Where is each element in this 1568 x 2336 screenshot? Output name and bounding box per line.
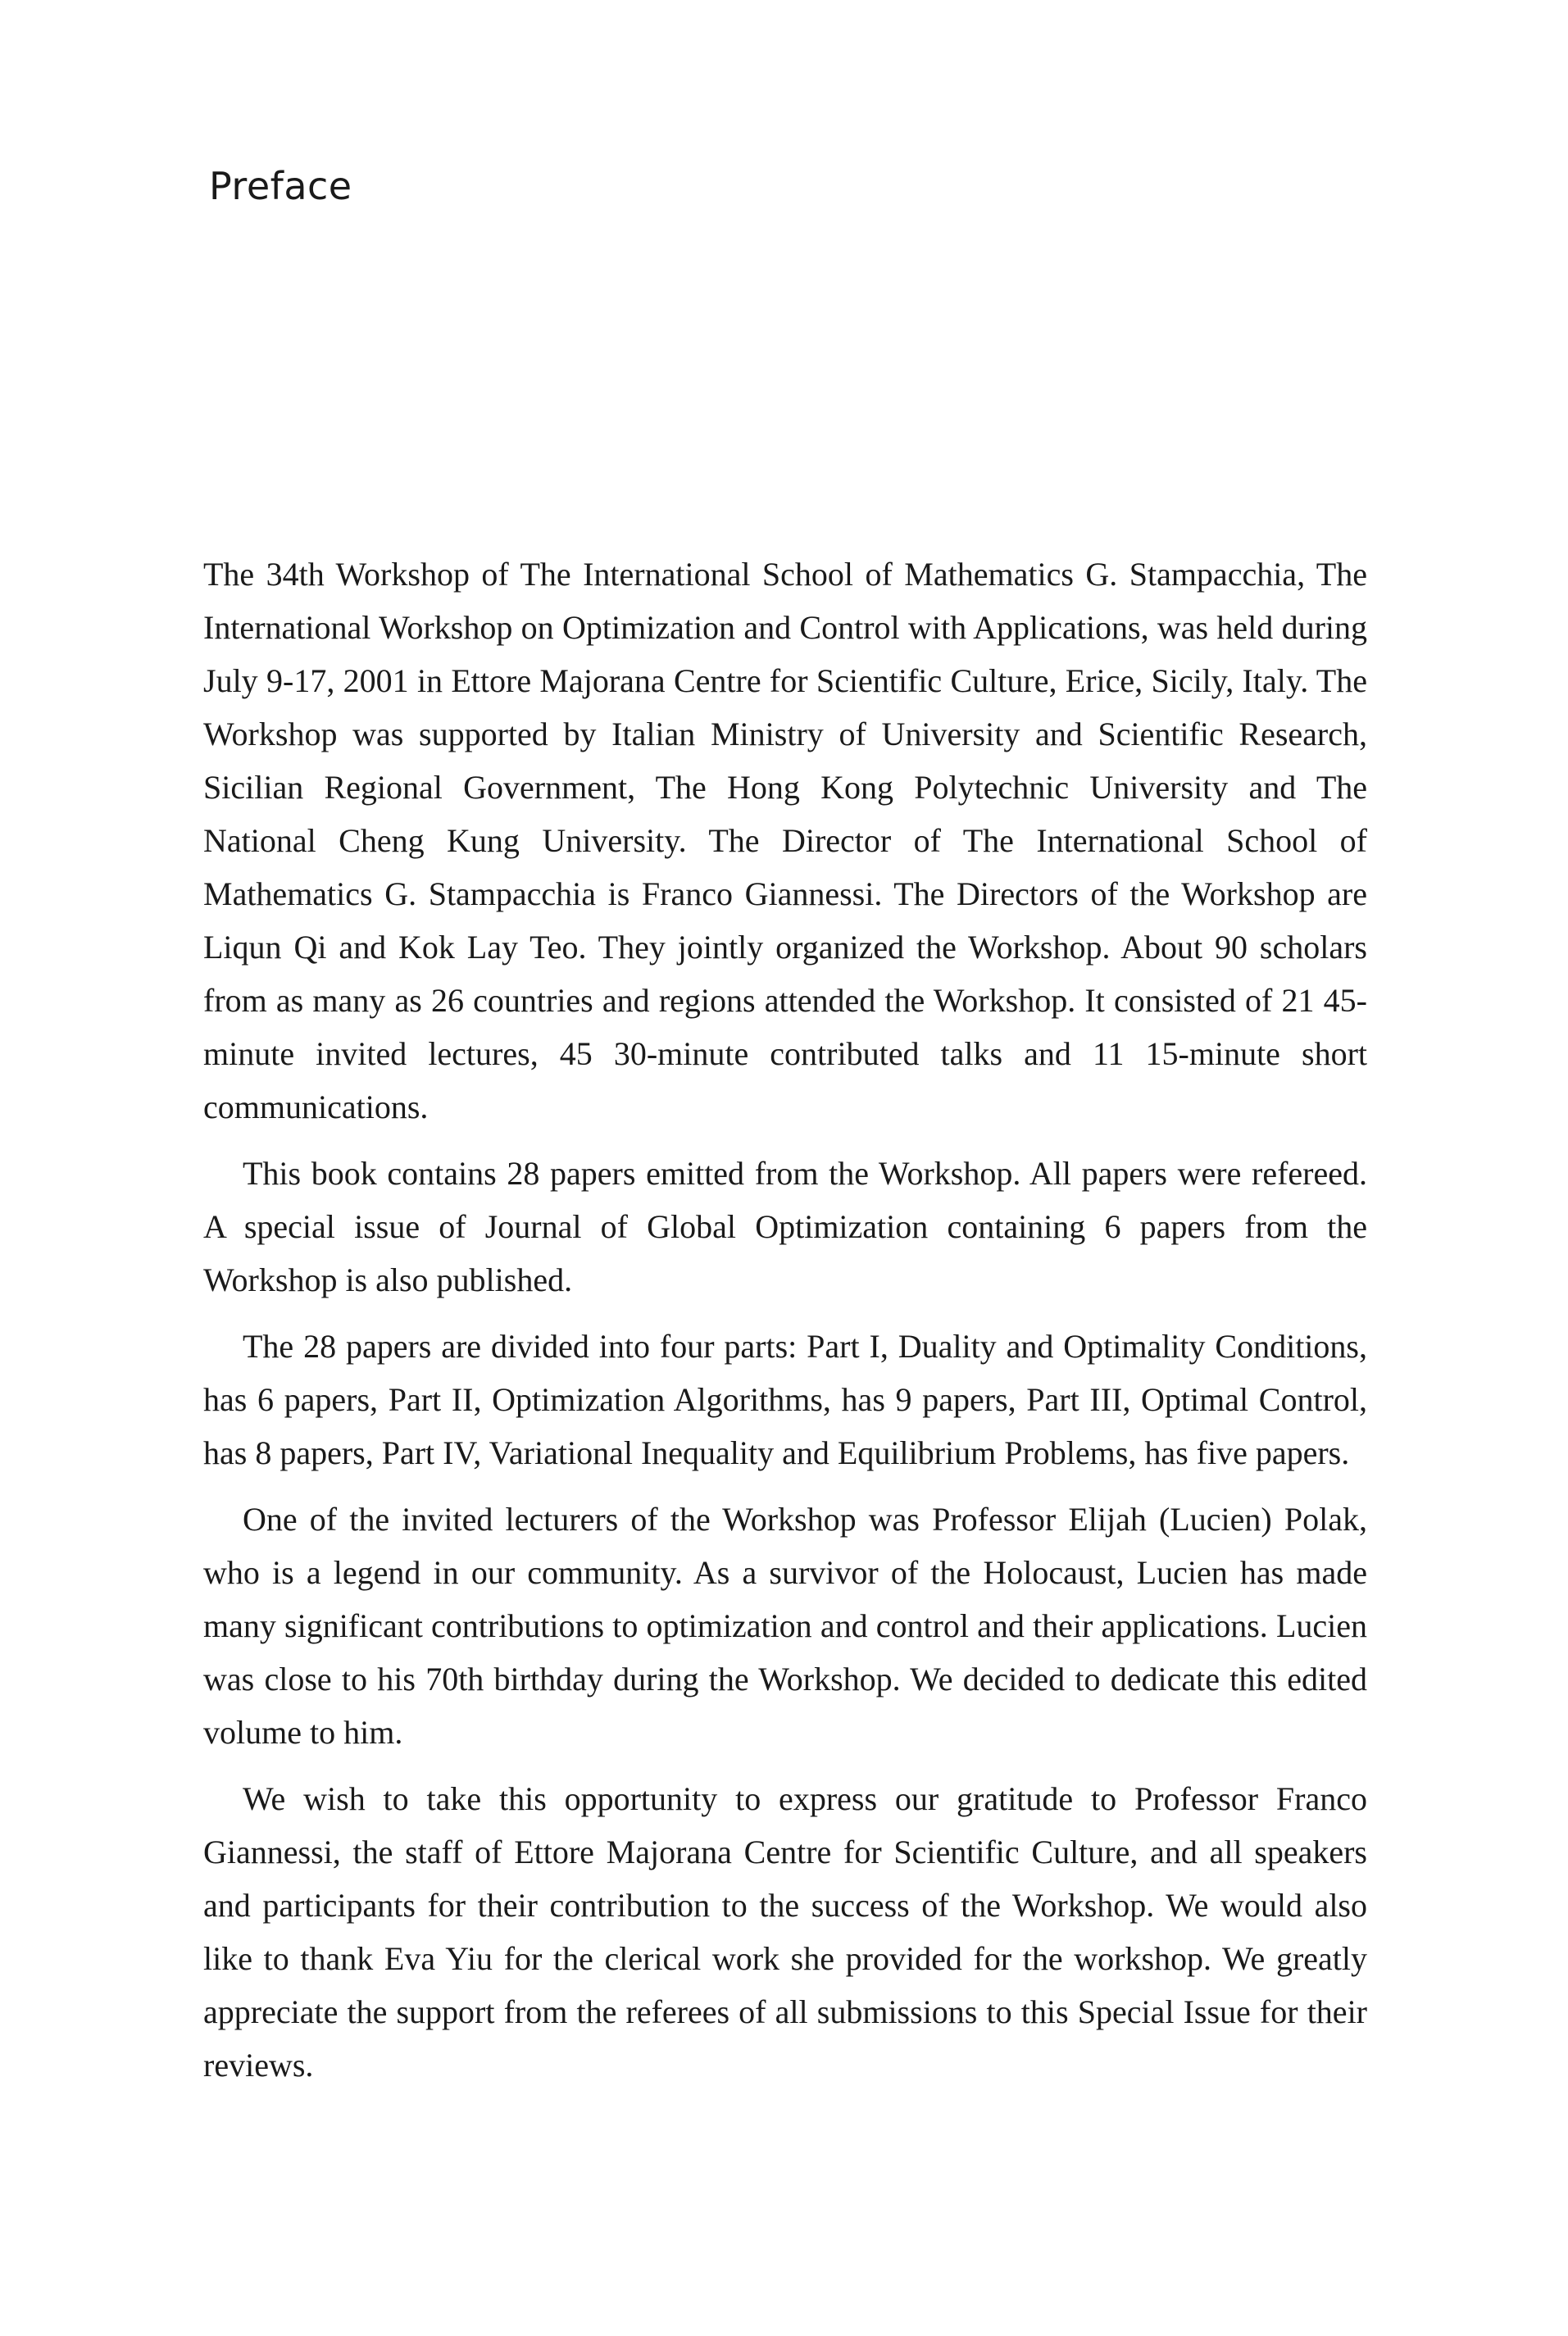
preface-body	[203, 548, 1367, 2105]
paragraph-parts: The 28 papers are divided into four parts: Part I, Duality and Optimality Conditions, has 6 papers, Part II, Optimization Algorithms, has 9 papers, Part III, Optimal Control, has 8 papers, Part IV, Variational Inequality and Equilibrium Problems, has five papers.	[203, 1328, 1367, 1471]
page-title: Preface	[209, 164, 352, 208]
paragraph-acknowledgements: We wish to take this opportunity to express our gratitude to Professor Franco Giannessi, the staff of Ettore Majorana Centre for Scientific Culture, and all speakers and participants for their contribution to the success of the Workshop. We would also like to thank Eva Yiu for the clerical work she provided for the workshop. We greatly appreciate the support from the referees of all submissions to this Special Issue for their reviews.	[203, 1780, 1367, 2084]
paragraph-book-contents: This book contains 28 papers emitted from the Workshop. All papers were refereed. A special issue of Journal of Global Optimization containing 6 papers from the Workshop is also published.	[203, 1155, 1367, 1298]
paragraph-workshop-overview: The 34th Workshop of The International School of Mathematics G. Stampacchia, The International Workshop on Optimization and Control with Applications, was held during July 9-17, 2001 in Ettore Majorana Centre for Scientific Culture, Erice, Sicily, Italy. The Workshop was supported by Italian Ministry of University and Scientific Research, Sicilian Regional Government, The Hong Kong Polytechnic University and The National Cheng Kung University. The Director of The International School of Mathematics G. Stampacchia is Franco Giannessi. The Directors of the Workshop are Liqun Qi and Kok Lay Teo. They jointly organized the Workshop. About 90 scholars from as many as 26 countries and regions attended the Workshop. It consisted of 21 45-minute invited lectures, 45 30-minute contributed talks and 11 15-minute short communications.	[203, 556, 1367, 1125]
paragraph-dedication: One of the invited lecturers of the Workshop was Professor Elijah (Lucien) Polak, who is a legend in our community. As a survivor of the Holocaust, Lucien has made many significant contributions to optimization and control and their applications. Lucien was close to his 70th birthday during the Workshop. We decided to dedicate this edited volume to him.	[203, 1501, 1367, 1751]
